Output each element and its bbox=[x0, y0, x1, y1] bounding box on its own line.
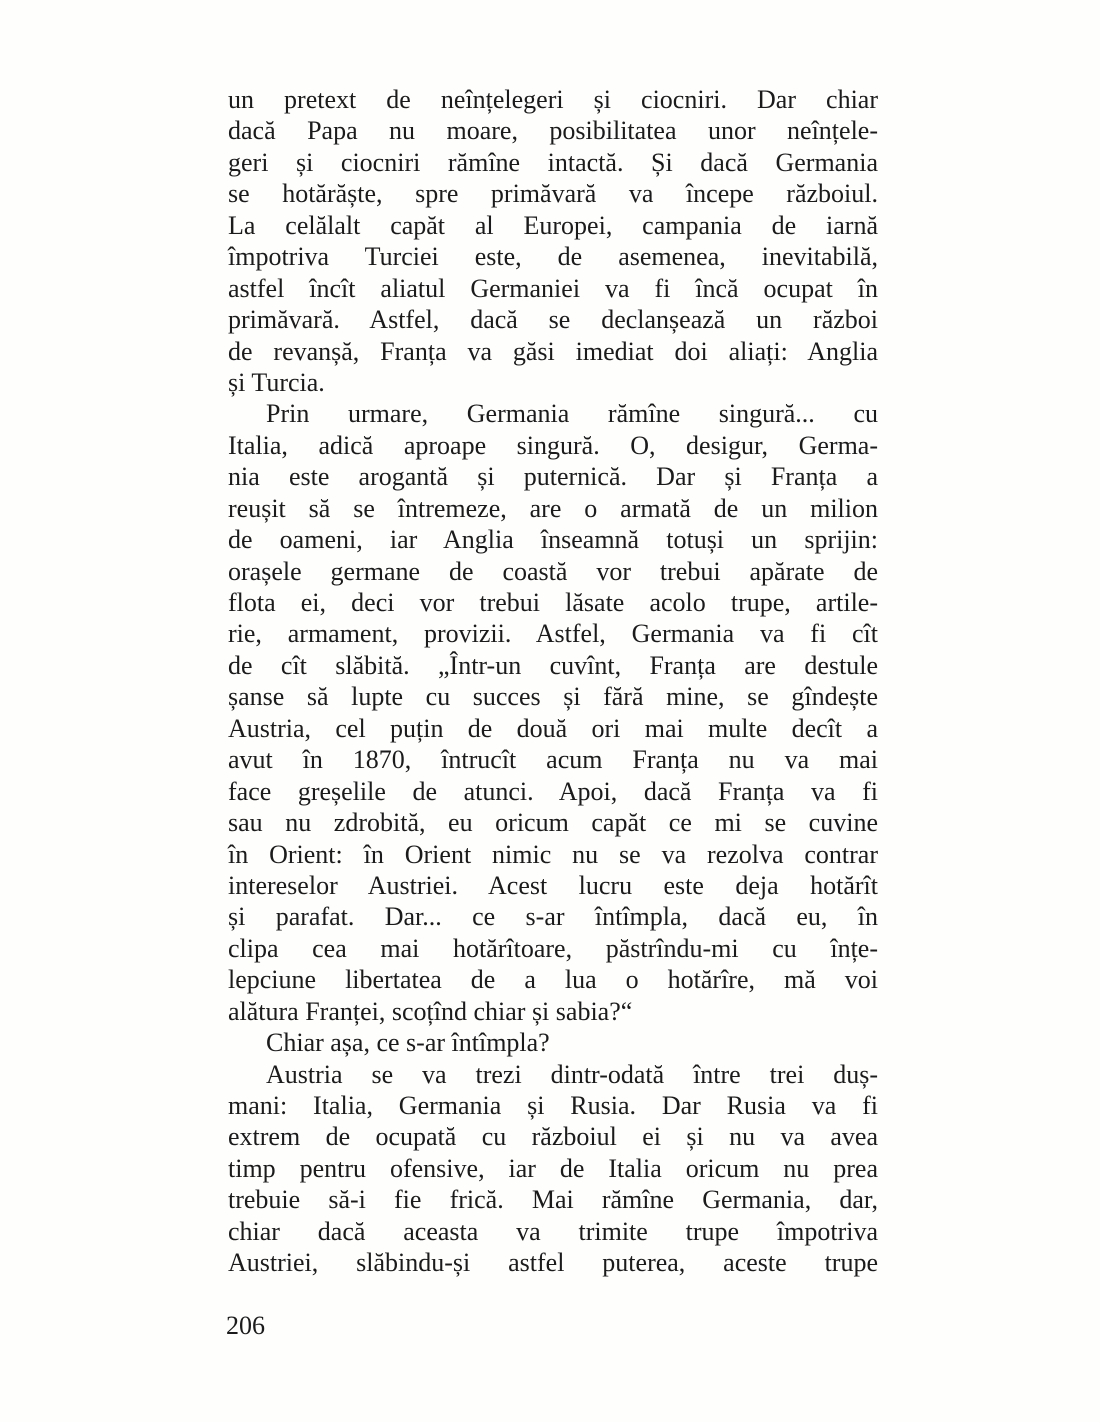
paragraph bbox=[228, 398, 878, 1027]
text-line: și Turcia. bbox=[228, 367, 325, 397]
text-line: șanse să lupte cu succes și fără mine, se gîndește bbox=[228, 682, 878, 712]
text-line: clipa cea mai hotărîtoare, păstrîndu-mi cu înțe- bbox=[228, 933, 878, 963]
text-line: reușit să se întremeze, are o armată de un milion bbox=[228, 493, 878, 523]
paragraph bbox=[228, 1059, 878, 1279]
text-line: mani: Italia, Germania și Rusia. Dar Rusia va fi bbox=[228, 1091, 878, 1120]
text-block bbox=[228, 84, 878, 1279]
text-line: sau nu zdrobită, eu oricum capăt ce mi se cuvine bbox=[228, 808, 878, 838]
text-line: Austriei, slăbindu-și astfel puterea, aceste trupe bbox=[228, 1248, 878, 1278]
text-line: în Orient: în Orient nimic nu se va rezolva contrar bbox=[228, 839, 878, 869]
text-line: chiar dacă aceasta va trimite trupe împotriva bbox=[228, 1216, 878, 1246]
paragraph bbox=[228, 84, 878, 398]
text-line: astfel încît aliatul Germaniei va fi încă ocupat în bbox=[228, 273, 878, 303]
text-line: primăvară. Astfel, dacă se declanșează un război bbox=[228, 305, 878, 335]
text-line: un pretext de neînțelegeri și ciocniri. Dar chiar bbox=[228, 85, 878, 114]
paragraph bbox=[228, 1027, 878, 1058]
text-line: împotriva Turciei este, de asemenea, inevitabilă, bbox=[228, 242, 878, 272]
text-line: Austria, cel puțin de două ori mai multe decît a bbox=[228, 713, 878, 743]
text-line: face greșelile de atunci. Apoi, dacă Franța va fi bbox=[228, 776, 878, 806]
text-line: avut în 1870, întrucît acum Franța nu va mai bbox=[228, 745, 878, 775]
text-line: de revanșă, Franța va găsi imediat doi aliați: Anglia bbox=[228, 336, 878, 366]
text-line: orașele germane de coastă vor trebui apărate de bbox=[228, 556, 878, 586]
text-line: Italia, adică aproape singură. O, desigur, Germa- bbox=[228, 430, 878, 460]
text-line: lepciune libertatea de a lua o hotărîre, mă voi bbox=[228, 965, 878, 995]
text-line: de cît slăbită. „Într-un cuvînt, Franța are destule bbox=[228, 650, 878, 680]
text-line: Chiar așa, ce s-ar întîmpla? bbox=[266, 1028, 550, 1058]
text-line: flota ei, deci vor trebui lăsate acolo trupe, artile- bbox=[228, 588, 878, 617]
text-line: La celălalt capăt al Europei, campania de iarnă bbox=[228, 210, 878, 240]
text-line: Austria se va trezi dintr-odată între trei duș- bbox=[266, 1059, 878, 1089]
text-line: de oameni, iar Anglia înseamnă totuși un sprijin: bbox=[228, 525, 878, 555]
text-line: intereselor Austriei. Acest lucru este deja hotărît bbox=[228, 870, 878, 900]
text-line: dacă Papa nu moare, posibilitatea unor neînțele- bbox=[228, 116, 878, 146]
text-line: nia este arogantă și puternică. Dar și Franța a bbox=[228, 462, 878, 492]
text-line: timp pentru ofensive, iar de Italia oricum nu prea bbox=[228, 1153, 878, 1183]
text-line: geri și ciocniri rămîne intactă. Și dacă Germania bbox=[228, 147, 878, 177]
page-number: 206 bbox=[226, 1311, 265, 1340]
text-line: Prin urmare, Germania rămîne singură... cu bbox=[266, 399, 878, 429]
text-line: trebuie să-i fie frică. Mai rămîne Germania, dar, bbox=[228, 1185, 878, 1215]
text-line: alătura Franței, scoțînd chiar și sabia?“ bbox=[228, 996, 633, 1026]
text-line: și parafat. Dar... ce s-ar întîmpla, dacă eu, în bbox=[228, 902, 878, 932]
text-line: se hotărăște, spre primăvară va începe războiul. bbox=[228, 179, 878, 209]
text-line: rie, armament, provizii. Astfel, Germania va fi cît bbox=[228, 619, 878, 649]
text-line: extrem de ocupată cu războiul ei și nu va avea bbox=[228, 1122, 878, 1152]
